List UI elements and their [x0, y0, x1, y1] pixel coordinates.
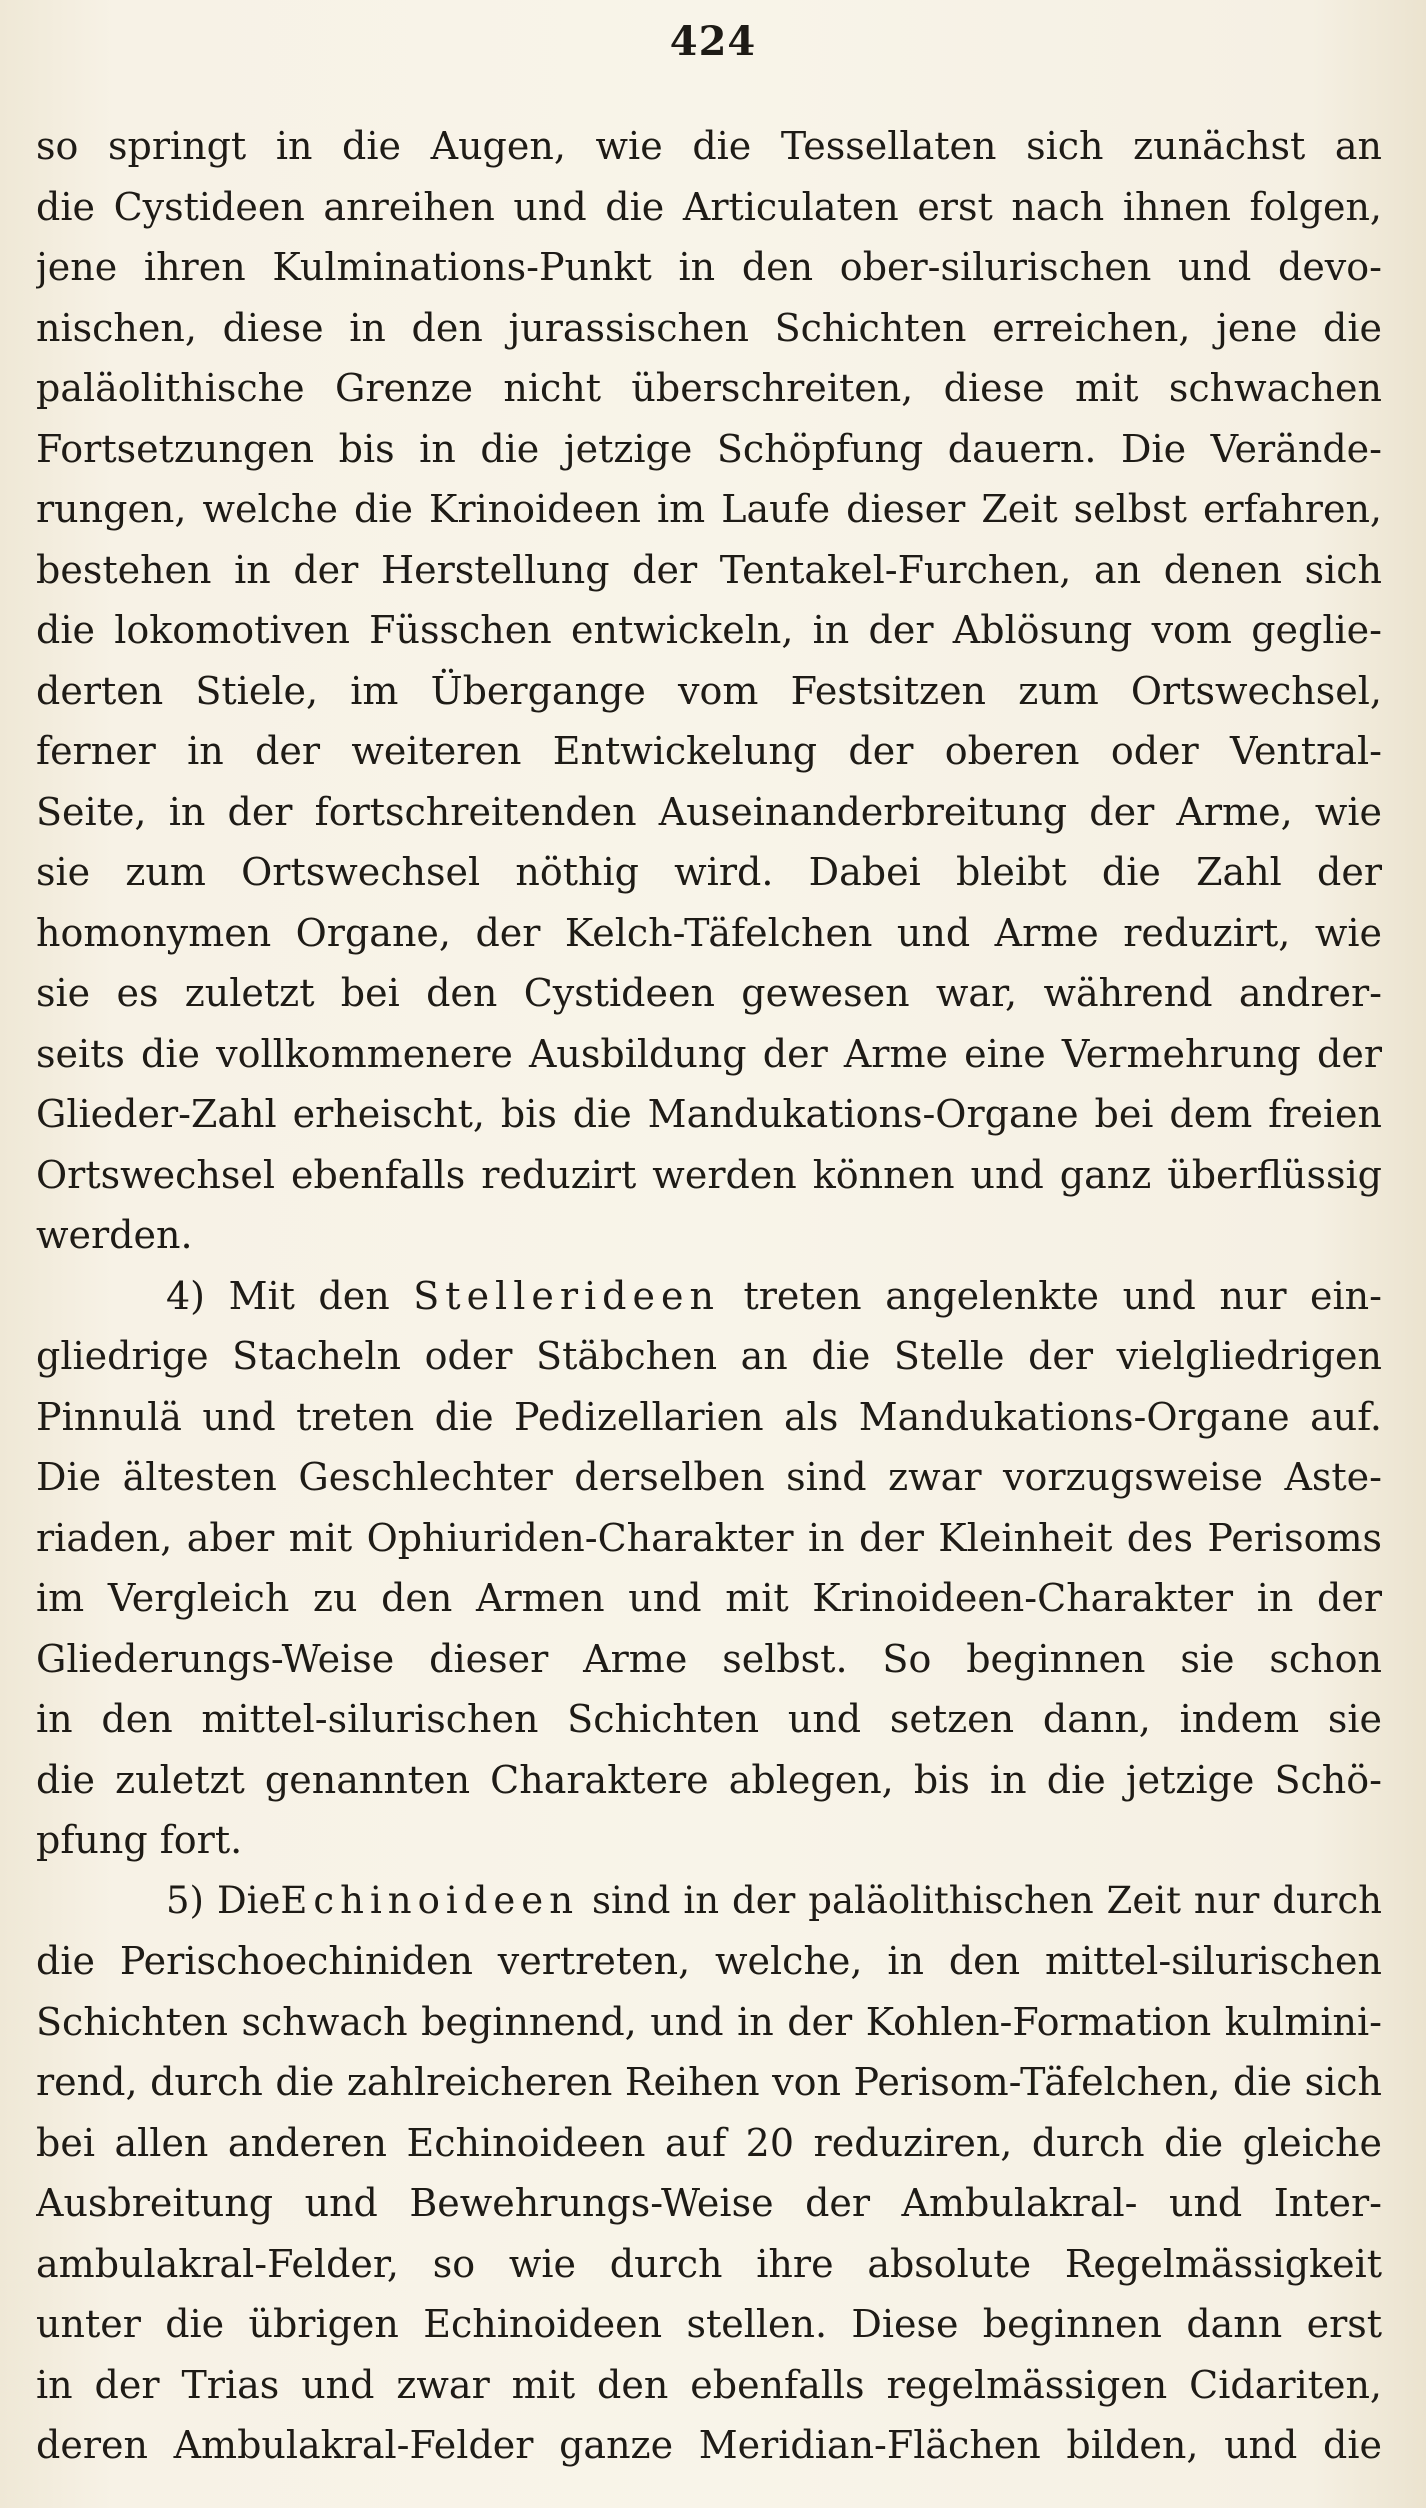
text-line: Ortswechsel ebenfalls reduzirt werden können und ganz überflüssig	[36, 1152, 1382, 1197]
body-text	[36, 116, 1382, 2476]
text-line: die Cystideen anreihen und die Articulaten erst nach ihnen folgen,	[36, 184, 1382, 229]
section-4-heading-line	[36, 1266, 1382, 1327]
section-term-echinoideen: Echinoideen	[280, 1878, 580, 1922]
text-line: Gliederungs-Weise dieser Arme selbst. So beginnen sie schon	[36, 1636, 1382, 1681]
text-line: in der Trias und zwar mit den ebenfalls regelmässigen Cidariten,	[36, 2362, 1382, 2407]
section-intro: Die	[216, 1878, 281, 1922]
text-line: die lokomotiven Füsschen entwickeln, in der Ablösung vom geglie-	[36, 608, 1382, 652]
section-intro: Mit den	[228, 1273, 390, 1318]
text-line: rungen, welche die Krinoideen im Laufe dieser Zeit selbst erfahren,	[36, 487, 1382, 531]
text-line: nischen, diese in den jurassischen Schichten erreichen, jene die	[36, 305, 1382, 350]
text-line: sie zum Ortswechsel nöthig wird. Dabei bleibt die Zahl der	[36, 850, 1382, 894]
section-text: treten angelenkte und nur ein-	[743, 1273, 1382, 1318]
text-line: die zuletzt genannten Charaktere ablegen, bis in die jetzige Schö-	[36, 1757, 1382, 1802]
section-5-heading-line	[36, 1871, 1382, 1932]
text-line: seits die vollkommenere Ausbildung der Arme eine Vermehrung der	[36, 1031, 1382, 1076]
text-line: sie es zuletzt bei den Cystideen gewesen war, während andrer-	[36, 971, 1382, 1015]
text-line: bestehen in der Herstellung der Tentakel-Furchen, an denen sich	[36, 547, 1382, 592]
text-line: riaden, aber mit Ophiuriden-Charakter in der Kleinheit des Perisoms	[36, 1515, 1382, 1560]
text-line: werden.	[36, 1213, 193, 1257]
text-line: in den mittel-silurischen Schichten und setzen dann, indem sie	[36, 1697, 1382, 1741]
text-line: im Vergleich zu den Armen und mit Krinoideen-Charakter in der	[36, 1576, 1382, 1620]
text-line: jene ihren Kulminations-Punkt in den ober-silurischen und devo-	[36, 245, 1382, 289]
text-line: homonymen Organe, der Kelch-Täfelchen und Arme reduzirt, wie	[36, 910, 1382, 955]
text-line: derten Stiele, im Übergange vom Festsitzen zum Ortswechsel,	[36, 668, 1382, 713]
section-number: 5)	[166, 1878, 204, 1922]
text-line: paläolithische Grenze nicht überschreiten, diese mit schwachen	[36, 366, 1382, 410]
section-text: sind in der paläolithischen Zeit nur durch	[592, 1878, 1382, 1922]
text-line: gliedrige Stacheln oder Stäbchen an die Stelle der vielgliedrigen	[36, 1334, 1382, 1378]
text-line: Pinnulä und treten die Pedizellarien als Mandukations-Organe auf.	[36, 1394, 1382, 1439]
text-line: deren Ambulakral-Felder ganze Meridian-Flächen bilden, und die	[36, 2423, 1382, 2467]
text-line: die Perischoechiniden vertreten, welche, in den mittel-silurischen	[36, 1939, 1382, 1983]
text-line: Schichten schwach beginnend, und in der Kohlen-Formation kulmini-	[36, 1999, 1382, 2044]
text-line: Die ältesten Geschlechter derselben sind zwar vorzugsweise Aste-	[36, 1455, 1382, 1499]
text-line: ferner in der weiteren Entwickelung der oberen oder Ventral-	[36, 729, 1382, 773]
text-line: Fortsetzungen bis in die jetzige Schöpfung dauern. Die Verände-	[36, 426, 1382, 471]
text-line: so springt in die Augen, wie die Tessellaten sich zunächst an	[36, 124, 1382, 168]
text-line: rend, durch die zahlreicheren Reihen von Perisom-Täfelchen, die sich	[36, 2060, 1382, 2104]
text-line: Glieder-Zahl erheischt, bis die Mandukations-Organe bei dem freien	[36, 1092, 1382, 1136]
text-line: unter die übrigen Echinoideen stellen. Diese beginnen dann erst	[36, 2302, 1382, 2346]
text-line: Seite, in der fortschreitenden Auseinanderbreitung der Arme, wie	[36, 789, 1382, 834]
text-line: Ausbreitung und Bewehrungs-Weise der Ambulakral- und Inter-	[36, 2181, 1382, 2225]
page-number: 424	[669, 18, 757, 65]
section-term-stellerideen: Stellerideen	[413, 1273, 720, 1318]
text-line: pfung fort.	[36, 1818, 243, 1862]
section-number: 4)	[166, 1273, 206, 1318]
text-line: ambulakral-Felder, so wie durch ihre absolute Regelmässigkeit	[36, 2241, 1382, 2286]
text-line: bei allen anderen Echinoideen auf 20 reduziren, durch die gleiche	[36, 2120, 1382, 2165]
